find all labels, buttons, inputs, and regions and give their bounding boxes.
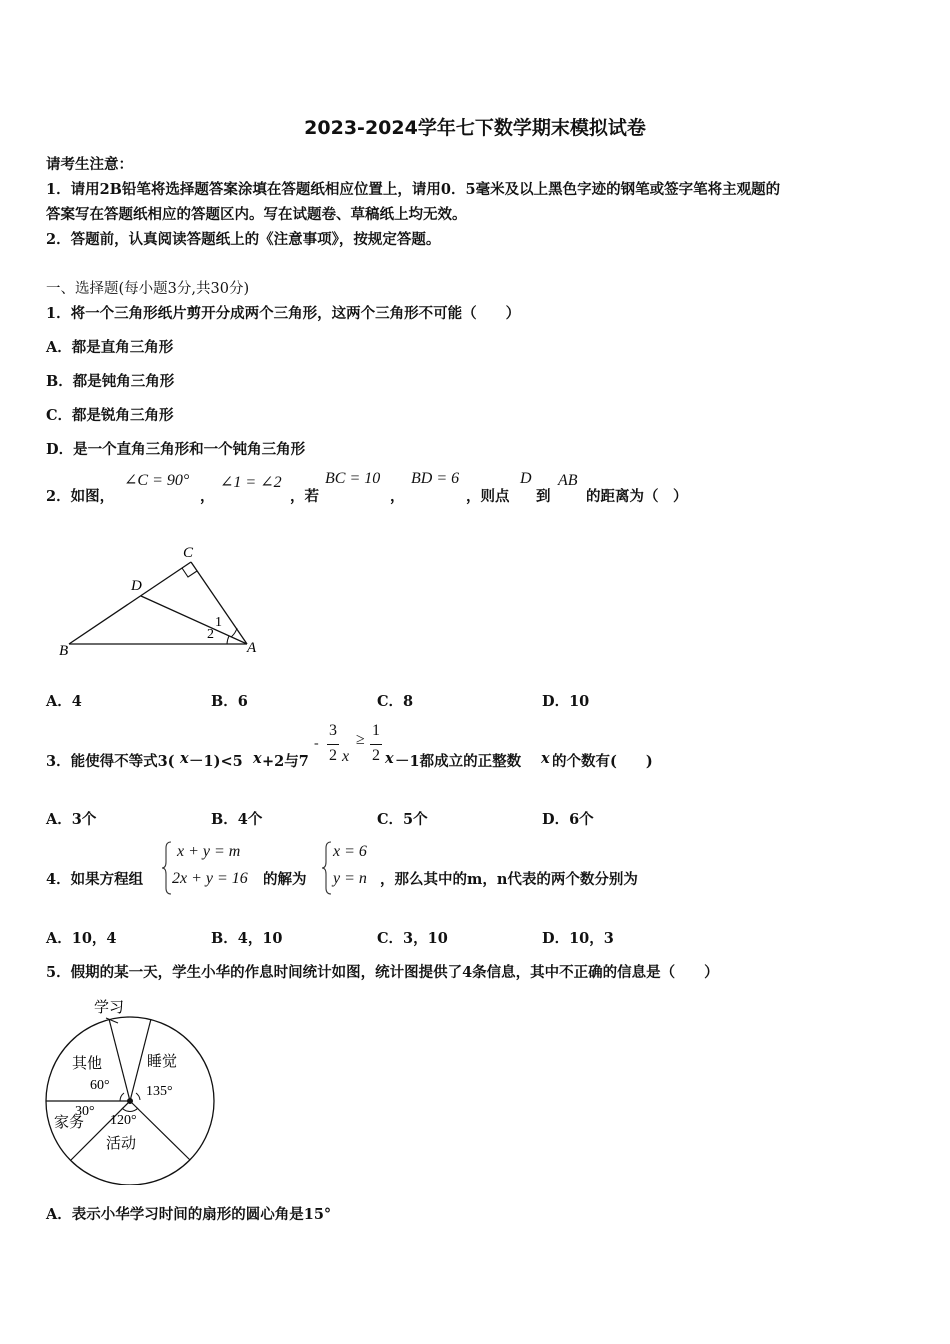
q4-sol-1: x = 6 (333, 843, 367, 860)
q2-cond-angle-c: ∠C = 90° (124, 472, 190, 489)
q4-eq-1: x + y = m (177, 843, 241, 860)
q3-frac2-bar (370, 744, 382, 745)
q2-option-d: D．10 (542, 693, 590, 710)
vertex-b-label: B (59, 643, 69, 659)
vertex-c-label: C (183, 545, 194, 561)
q4-mid: 的解为 (263, 871, 307, 888)
q3-minus: - (314, 736, 319, 751)
sector-other-angle: 60° (90, 1078, 110, 1093)
q3-frac2-den: 2 (372, 747, 380, 764)
vertex-a-label: A (247, 640, 257, 656)
q3-var-x: x (385, 750, 394, 767)
q2-prefix: 2．如图， (46, 488, 115, 505)
q2-cond-angles: ∠1 = ∠2 (220, 474, 282, 491)
q1-option-d: D．是一个直角三角形和一个钝角三角形 (46, 441, 306, 458)
notice-heading: 请考生注意： (46, 156, 133, 173)
q2-point-d: D (520, 470, 532, 487)
q3-mid-2: +2与7 (262, 753, 309, 770)
q2-option-b: B．6 (211, 693, 248, 710)
q3-frac1-bar (327, 744, 339, 745)
q4-eq-2: 2x + y = 16 (172, 870, 248, 887)
q3-frac2-num: 1 (372, 722, 380, 739)
angle-1-label: 1 (215, 615, 222, 630)
sector-housework-label: 家务 (54, 1115, 85, 1131)
q5-stem: 5．假期的某一天，学生小华的作息时间统计如图，统计图提供了4条信息，其中不正确的信息是（ ） (46, 964, 719, 981)
q2-comma: ， (200, 488, 215, 505)
notice-line-1b: 答案写在答题纸相应的答题区内。写在试题卷、草稿纸上均无效。 (46, 206, 467, 223)
q3-var-x: x (342, 748, 350, 765)
sector-other-label: 其他 (72, 1056, 103, 1072)
q2-comma: ， (390, 488, 405, 505)
q3-option-a: A．3个 (46, 811, 97, 828)
triangle-figure (55, 540, 275, 660)
q1-option-a: A．都是直角三角形 (46, 339, 174, 356)
vertex-d-label: D (131, 578, 142, 594)
q2-cond-bd: BD = 6 (411, 470, 460, 487)
q2-line-ab: AB (558, 472, 578, 489)
section-heading: 一、选择题(每小题3分,共30分) (46, 281, 250, 297)
sector-sleep-angle: 135° (146, 1084, 173, 1099)
q3-var-x: x (180, 750, 189, 767)
pie-chart (40, 990, 230, 1185)
notice-line-1a: 1．请用2B铅笔将选择题答案涂填在答题纸相应位置上，请用0．5毫米及以上黑色字迹的钢笔或签字笔将主观题的 (46, 181, 781, 198)
q3-option-b: B．4个 (211, 811, 263, 828)
notice-line-2: 2．答题前，认真阅读答题纸上的《注意事项》，按规定答题。 (46, 231, 441, 248)
q1-option-c: C．都是锐角三角形 (46, 407, 174, 424)
angle-2-label: 2 (207, 627, 214, 642)
q1-stem: 1．将一个三角形纸片剪开分成两个三角形，这两个三角形不可能（ ） (46, 305, 521, 322)
q3-option-d: D．6个 (542, 811, 594, 828)
page-title: 2023-2024学年七下数学期末模拟试卷 (304, 117, 646, 139)
q3-geq: ≥ (356, 731, 365, 748)
sector-sleep-label: 睡觉 (147, 1054, 178, 1070)
q3-mid-1: －1)<5 (189, 753, 243, 770)
q4-prefix: 4．如果方程组 (46, 871, 144, 888)
q3-var-x: x (253, 750, 262, 767)
q4-sol-2: y = n (333, 870, 367, 887)
sector-activity-angle: 120° (110, 1113, 137, 1128)
q2-zedian: ，则点 (466, 488, 510, 505)
q3-prefix: 3．能使得不等式3( (46, 753, 175, 770)
q3-option-c: C．5个 (377, 811, 428, 828)
q2-ruo: ，若 (290, 488, 319, 505)
sector-housework-angle: 30° (75, 1104, 95, 1119)
q1-option-b: B．都是钝角三角形 (46, 373, 175, 390)
q4-option-d: D．10，3 (542, 930, 614, 947)
q3-suffix: 的个数有( ) (552, 753, 653, 770)
sector-activity-label: 活动 (106, 1136, 137, 1152)
q4-option-c: C．3，10 (377, 930, 448, 947)
q2-suffix: 的距离为（ ） (586, 488, 688, 505)
q5-option-a: A．表示小华学习时间的扇形的圆心角是15° (46, 1206, 332, 1223)
q4-option-b: B．4，10 (211, 930, 283, 947)
q2-cond-bc: BC = 10 (325, 470, 381, 487)
sector-study-label: 学习 (94, 1000, 125, 1016)
q4-brace-right (320, 840, 334, 896)
q2-option-c: C．8 (377, 693, 414, 710)
q3-frac1-den: 2 (329, 747, 337, 764)
q2-dao: 到 (536, 488, 551, 505)
q4-option-a: A．10，4 (46, 930, 117, 947)
q4-suffix: ，那么其中的m，n代表的两个数分别为 (380, 871, 638, 888)
q3-mid-3: －1都成立的正整数 (395, 753, 522, 770)
q3-var-x: x (541, 750, 550, 767)
q3-frac1-num: 3 (329, 722, 337, 739)
q2-option-a: A．4 (46, 693, 82, 710)
